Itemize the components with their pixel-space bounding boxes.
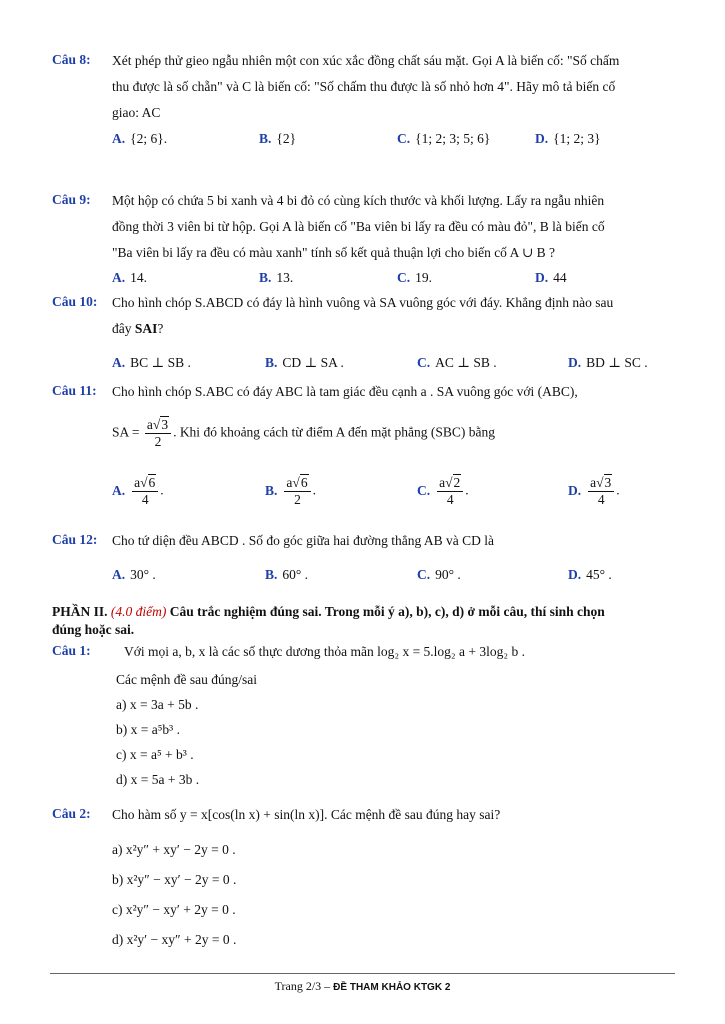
question-label: Câu 2: — [52, 806, 91, 821]
statement-b[interactable]: b) x²y″ − xy′ − 2y = 0 . — [112, 872, 237, 887]
fraction: $\frac{a√3}{2}$ — [145, 417, 171, 450]
question-8 — [52, 52, 675, 152]
question-label: Câu 10: — [52, 294, 98, 309]
question-label: Câu 1: — [52, 643, 91, 658]
option-d[interactable]: D. {1; 2; 3} — [535, 131, 601, 146]
question-text: đồng thời 3 viên bi từ hộp. Gọi A là biến cố "Ba viên bi lấy ra đều có màu đỏ", B là biến cố — [112, 219, 605, 234]
part-2-heading: PHẦN II. (4.0 điểm) Câu trắc nghiệm đúng sai. Trong mỗi ý a), b), c), d) ở mỗi câu, thí sinh chọn đúng hoặc sai. — [52, 604, 605, 637]
option-c[interactable]: C. 90° . — [417, 567, 461, 582]
question-text: "Ba viên bi lấy ra đều có màu xanh" tính số kết quả thuận lợi cho biến cố A ∪ B ? — [112, 245, 556, 260]
option-a[interactable]: A. 30° . — [112, 567, 156, 582]
statement-d[interactable]: d) x²y′ − xy″ + 2y = 0 . — [112, 932, 237, 947]
option-b[interactable]: B. {2} — [259, 131, 297, 146]
option-d[interactable]: D. 44 — [535, 270, 567, 285]
question-text: Cho tứ diện đều ABCD . Số đo góc giữa hai đường thẳng AB và CD là — [112, 533, 494, 548]
question-text: thu được là số chẵn" và C là biến cố: "Số chấm thu được là số nhỏ hơn 4". Hãy mô tả biến cố — [112, 79, 616, 94]
option-a[interactable]: A. 14. — [112, 270, 147, 285]
statement-d[interactable]: d) x = 5a + 3b . — [116, 772, 200, 787]
option-c[interactable]: C. AC ⊥ SB . — [417, 355, 497, 370]
question-text: Cho hình chóp S.ABC có đáy ABC là tam giác đều cạnh a . SA vuông góc với (ABC), — [112, 384, 578, 399]
question-text: giao: AC — [112, 105, 161, 120]
footer-divider — [50, 973, 675, 974]
answer-options — [112, 566, 675, 584]
emphasis-sai: SAI — [134, 321, 158, 336]
question-12 — [52, 532, 675, 592]
page-footer: Trang 2/3 – ĐỀ THAM KHẢO KTGK 2 — [274, 979, 451, 993]
option-b[interactable]: B. $\frac{a√6}{2}$ . — [265, 475, 316, 507]
option-a[interactable]: A. $\frac{a√6}{4}$ . — [112, 475, 164, 507]
statement-c[interactable]: c) x²y″ − xy′ + 2y = 0 . — [112, 902, 236, 917]
points-note: (4.0 điểm) — [110, 604, 167, 619]
document-title: ĐỀ THAM KHẢO KTGK 2 — [333, 982, 451, 993]
answer-options — [112, 130, 675, 148]
question-label: Câu 9: — [52, 192, 91, 207]
option-c[interactable]: C. {1; 2; 3; 5; 6} — [397, 131, 491, 146]
statement-a[interactable]: a) x = 3a + 5b . — [116, 697, 199, 712]
question-11 — [52, 383, 675, 518]
statement-a[interactable]: a) x²y″ + xy′ − 2y = 0 . — [112, 842, 236, 857]
question-text: Một hộp có chứa 5 bi xanh và 4 bi đỏ có cùng kích thước và khối lượng. Lấy ra ngẫu nhiên — [112, 193, 605, 208]
tf-question-2 — [52, 806, 675, 956]
statement-b[interactable]: b) x = a⁵b³ . — [116, 722, 180, 737]
question-label: Câu 8: — [52, 52, 91, 67]
option-b[interactable]: B. 13. — [259, 270, 294, 285]
question-text: Cho hàm số y = x[cos(ln x) + sin(ln x)]. Các mệnh đề sau đúng hay sai? — [112, 807, 501, 822]
option-a[interactable]: A. {2; 6}. — [112, 131, 168, 146]
option-b[interactable]: B. CD ⊥ SA . — [265, 355, 344, 370]
question-text: Cho hình chóp S.ABCD có đáy là hình vuông và SA vuông góc với đáy. Khẳng định nào sau — [112, 295, 614, 310]
statement-c[interactable]: c) x = a⁵ + b³ . — [116, 747, 194, 762]
option-c[interactable]: C. $\frac{a√2}{4}$ . — [417, 475, 469, 507]
option-d[interactable]: D. $\frac{a√3}{4}$ . — [568, 475, 620, 507]
tf-question-1 — [52, 643, 675, 793]
question-text: Xét phép thử gieo ngẫu nhiên một con xúc xắc đồng chất sáu mặt. Gọi A là biến cố: "Số chấm — [112, 53, 620, 68]
option-a[interactable]: A. BC ⊥ SB . — [112, 355, 191, 370]
option-c[interactable]: C. 19. — [397, 270, 432, 285]
option-b[interactable]: B. 60° . — [265, 567, 309, 582]
option-d[interactable]: D. BD ⊥ SC . — [568, 355, 648, 370]
statement-intro: Các mệnh đề sau đúng/sai — [116, 672, 257, 687]
option-d[interactable]: D. 45° . — [568, 567, 612, 582]
question-text: Với mọi a, b, x là các số thực dương thỏa mãn log₂ x = 5.log₂ a + 3log₂ b . — [124, 644, 525, 659]
question-10 — [52, 294, 675, 374]
answer-options — [112, 354, 675, 372]
formula-line: SA = $\frac{a√3}{2}$ . Khi đó khoảng cách từ điểm A đến mặt phẳng (SBC) bằng — [112, 417, 495, 449]
answer-options — [112, 475, 675, 511]
question-text: đây SAI? — [112, 321, 164, 336]
question-label: Câu 11: — [52, 383, 97, 398]
question-label: Câu 12: — [52, 532, 98, 547]
question-9 — [52, 192, 675, 288]
answer-options — [112, 269, 675, 287]
